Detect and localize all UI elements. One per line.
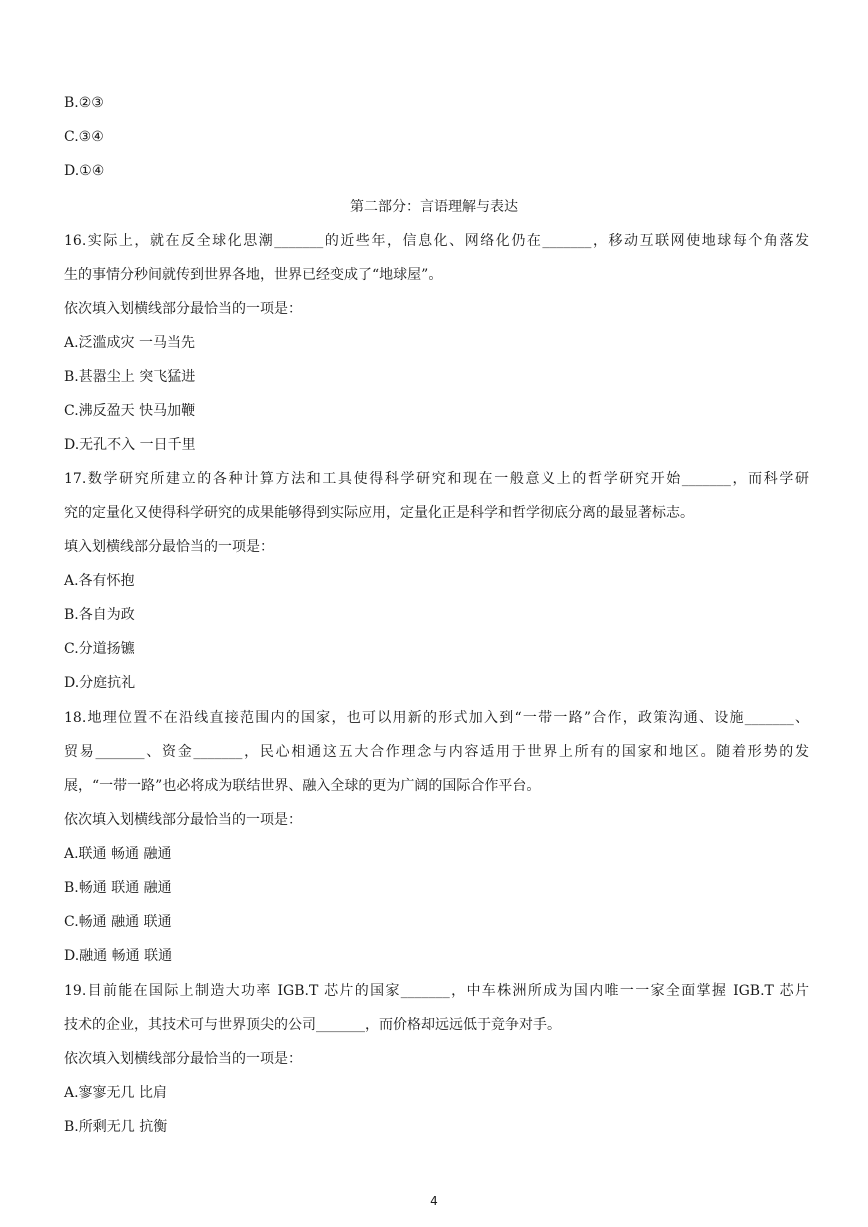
q16-option-c: C.沸反盈天 快马加鞭 xyxy=(64,403,196,419)
q19-stem-line-2: 技术的企业，其技术可与世界顶尖的公司_______，而价格却远远低于竞争对手。 xyxy=(64,1017,561,1033)
q17-option-d: D.分庭抗礼 xyxy=(64,675,136,691)
q19-prompt: 依次填入划横线部分最恰当的一项是： xyxy=(64,1051,302,1067)
q18-option-c: C.畅通 融通 联通 xyxy=(64,914,172,930)
page-number: 4 xyxy=(430,1194,438,1208)
q18-stem-line-1: 18.地理位置不在沿线直接范围内的国家，也可以用新的形式加入到“一带一路”合作，政策沟通、设施_______、 xyxy=(64,710,809,726)
q19-option-a: A.寥寥无几 比肩 xyxy=(64,1085,168,1101)
prev-option-c: C.③④ xyxy=(64,129,104,145)
q18-option-b: B.畅通 联通 融通 xyxy=(64,880,172,896)
q17-option-a: A.各有怀抱 xyxy=(64,573,135,589)
q16-prompt: 依次填入划横线部分最恰当的一项是： xyxy=(64,301,302,317)
q17-prompt: 填入划横线部分最恰当的一项是： xyxy=(64,539,274,555)
prev-option-b: B.②③ xyxy=(64,95,104,111)
q16-option-b: B.甚嚣尘上 突飞猛进 xyxy=(64,369,196,385)
q16-option-a: A.泛滥成灾 一马当先 xyxy=(64,335,196,351)
q18-option-d: D.融通 畅通 联通 xyxy=(64,948,173,964)
q17-stem-line-2: 究的定量化又使得科学研究的成果能够得到实际应用，定量化正是科学和哲学彻底分离的最显著标志。 xyxy=(64,505,694,521)
q17-option-c: C.分道扬镳 xyxy=(64,641,135,657)
section-title: 第二部分：言语理解与表达 xyxy=(350,199,518,215)
q19-stem-line-1: 19.目前能在国际上制造大功率 IGB.T 芯片的国家_______，中车株洲所成为国内唯一一家全面掌握 IGB.T 芯片 xyxy=(64,983,809,999)
q18-stem-line-3: 展，“一带一路”也必将成为联结世界、融入全球的更为广阔的国际合作平台。 xyxy=(64,778,541,794)
q18-prompt: 依次填入划横线部分最恰当的一项是： xyxy=(64,812,302,828)
q17-option-b: B.各自为政 xyxy=(64,607,135,623)
q16-stem-line-2: 生的事情分秒间就传到世界各地，世界已经变成了“地球屋”。 xyxy=(64,267,443,283)
q18-option-a: A.联通 畅通 融通 xyxy=(64,846,172,862)
prev-option-d: D.①④ xyxy=(64,163,105,179)
q17-stem-line-1: 17.数学研究所建立的各种计算方法和工具使得科学研究和现在一般意义上的哲学研究开始_______，而科学研 xyxy=(64,471,809,487)
q16-stem-line-1: 16.实际上，就在反全球化思潮_______的近些年，信息化、网络化仍在_______，移动互联网使地球每个角落发 xyxy=(64,233,809,249)
q18-stem-line-2: 贸易_______、资金_______，民心相通这五大合作理念与内容适用于世界上所有的国家和地区。随着形势的发 xyxy=(64,744,809,760)
q19-option-b: B.所剩无几 抗衡 xyxy=(64,1119,168,1135)
q16-option-d: D.无孔不入 一日千里 xyxy=(64,437,196,453)
